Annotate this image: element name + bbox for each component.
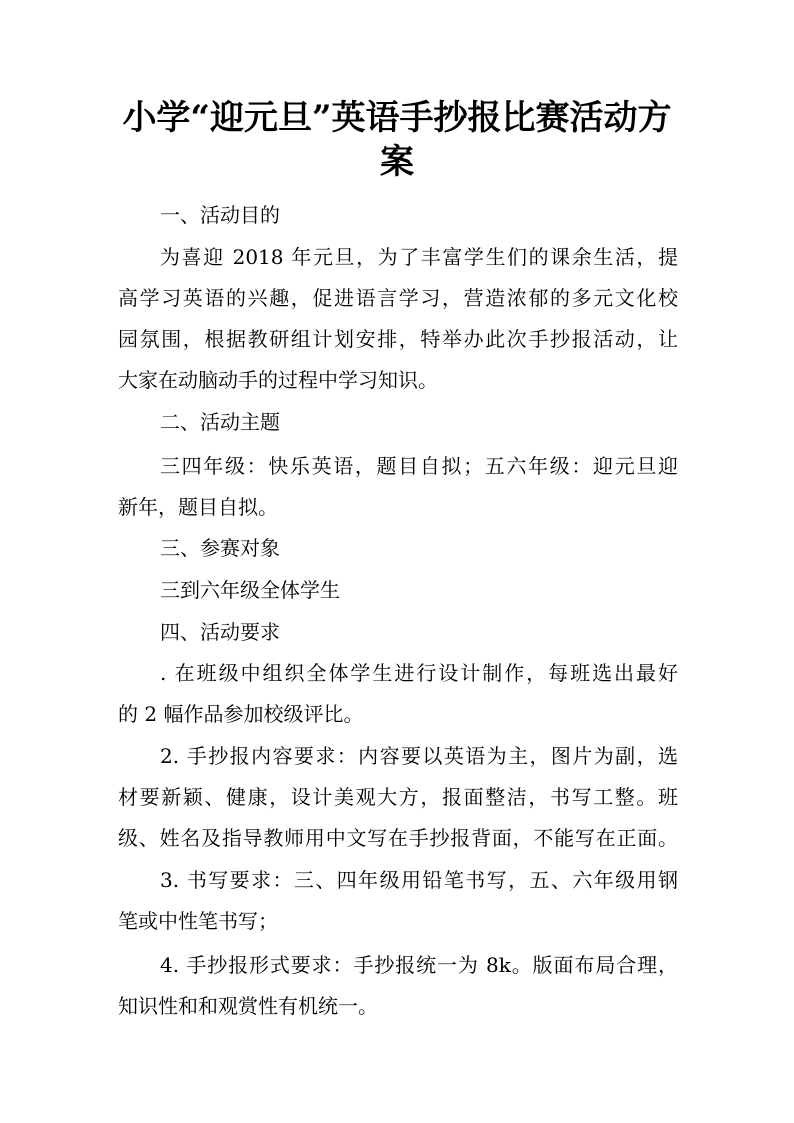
- paragraph-line: 高学习英语的兴趣，促进语言学习，营造浓郁的多元文化校: [118, 286, 678, 310]
- section-heading-theme: 二、活动主题: [160, 410, 280, 434]
- paragraph-line: 三到六年级全体学生: [160, 578, 340, 602]
- list-item-line: 的 2 幅作品参加校级评比。: [118, 702, 364, 726]
- list-item-line: 3. 书写要求：三、四年级用铅笔书写，五、六年级用钢: [160, 868, 678, 892]
- section-heading-requirements: 四、活动要求: [160, 620, 280, 644]
- paragraph-line: 园氛围，根据教研组计划安排，特举办此次手抄报活动，让: [118, 327, 678, 351]
- list-item-line: 2. 手抄报内容要求：内容要以英语为主，图片为副，选: [160, 744, 678, 768]
- list-item-line: 笔或中性笔书写；: [118, 909, 278, 933]
- section-heading-purpose: 一、活动目的: [160, 203, 280, 227]
- list-item-line: 级、姓名及指导教师用中文写在手抄报背面，不能写在正面。: [118, 826, 678, 850]
- document-title-line-1: 小学“迎元旦”英语手抄报比赛活动方: [122, 98, 672, 138]
- list-item-line: 知识性和和观赏性有机统一。: [118, 994, 378, 1018]
- list-item-line: 材要新颖、健康，设计美观大方，报面整洁，书写工整。班: [118, 785, 678, 809]
- section-heading-participants: 三、参赛对象: [160, 536, 280, 560]
- list-item-line: . 在班级中组织全体学生进行设计制作，每班选出最好: [160, 661, 678, 685]
- list-item-line: 4. 手抄报形式要求：手抄报统一为 8k。版面布局合理，: [160, 953, 678, 977]
- paragraph-line: 新年，题目自拟。: [118, 495, 278, 519]
- document-title-line-2: 案: [380, 142, 414, 182]
- paragraph-line: 为喜迎 2018 年元旦，为了丰富学生们的课余生活，提: [160, 245, 678, 269]
- paragraph-line: 大家在动脑动手的过程中学习知识。: [118, 368, 438, 392]
- paragraph-line: 三四年级：快乐英语，题目自拟；五六年级：迎元旦迎: [160, 454, 678, 478]
